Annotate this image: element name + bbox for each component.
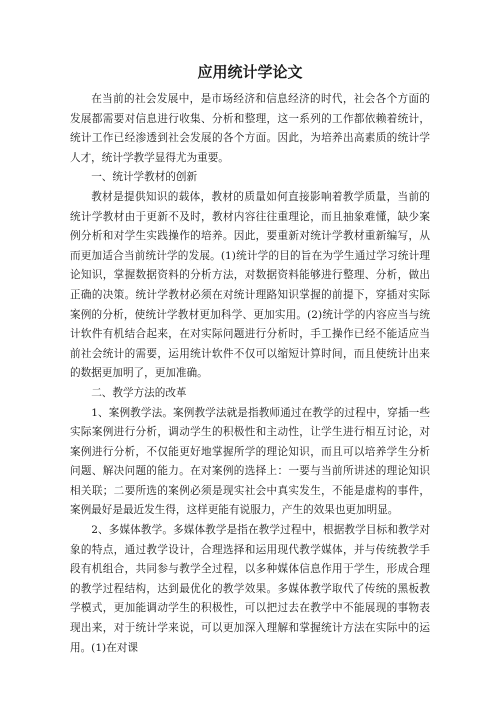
paragraph-textbook: 教材是提供知识的载体，教材的质量如何直接影响着教学质量，当前的统计学教材由于更新不及时，教材内容往往重理论，而且抽象难懂，缺少案例分析和对学生实践操作的培养。因此，要重新对统计学教材重新编写，从而更加适合当前统计学的发展。(1)统计学的目的旨在为学生通过学习统计理论知识，掌握数据资料的分析方法，对数据资料能够进行整理、分析，做出正确的决策。统计学教材必须在对统计理路知识掌握的前提下，穿插对实际案例的分析，使统计学教材更加科学、更加实用。(2)统计学的内容应当与统计软件有机结合起来，在对实际问题进行分析时，手工操作已经不能适应当前社会统计的需要，运用统计软件不仅可以缩短计算时间，而且使统计出来的数据更加明了，更加准确。: [70, 190, 430, 380]
paragraph-intro: 在当前的社会发展中，是市场经济和信息经济的时代，社会各个方面的发展都需要对信息进行收集、分析和整理，这一系列的工作都依赖着统计，统计工作已经渗透到社会发展的各个方面。因此，为培养出高素质的统计学人才，统计学教学显得尤为重要。: [70, 93, 430, 164]
page-title: 应用统计学论文: [197, 63, 303, 81]
paragraph-multimedia-teaching: 2、多媒体教学。多媒体教学是指在教学过程中，根据教学目标和教学对象的特点，通过教学设计，合理选择和运用现代教学媒体，并与传统教学手段有机组合，共同参与教学全过程，以多种媒体信息作用于学生，形成合理的教学过程结构，达到最优化的教学效果。多媒体教学取代了传统的黑板教学模式，更加能调动学生的积极性，可以把过去在教学中不能展现的事物表现出来，对于统计学来说，可以更加深入理解和掌握统计方法在实际中的运用。(1)在对课: [70, 524, 430, 654]
section-heading-textbook-innovation: 一、统计学教材的创新: [91, 171, 198, 184]
paragraph-case-teaching: 1、案例教学法。案例教学法就是指教师通过在教学的过程中，穿插一些实际案例进行分析，调动学生的积极性和主动性，让学生进行相互讨论，对案例进行分析，不仅能更好地掌握所学的理论知识，而且可以培养学生分析问题、解决问题的能力。在对案例的选择上：一要与当前所讲述的理论知识相关联；二要所选的案例必须是现实社会中真实发生，不能是虚构的事件，案例最好是最近发生得，这样更能有说服力，产生的效果也更加明显。: [70, 406, 430, 517]
section-heading-teaching-method: 二、教学方法的改革: [91, 386, 187, 399]
